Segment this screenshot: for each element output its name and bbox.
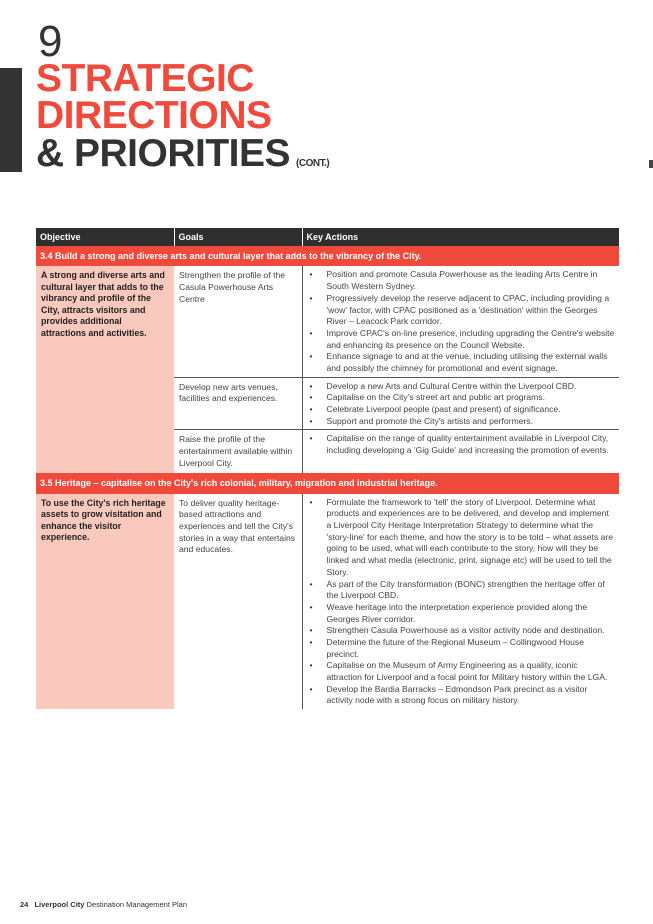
objective-cell: A strong and diverse arts and cultural layer that adds to the vibrancy and profile of the City, attracts visitors and provides additional attractions and activities. <box>36 266 174 473</box>
action-item: • Enhance signage to and at the venue, including utilising the external walls and possibly the chimney for promotional and event signage. <box>307 351 616 374</box>
action-item: • Weave heritage into the interpretation experience provided along the Georges River corridor. <box>307 602 616 625</box>
actions-cell <box>302 494 619 709</box>
action-item: • Develop a new Arts and Cultural Centre within the Liverpool CBD. <box>307 381 616 393</box>
side-tab-bar <box>0 68 22 172</box>
header-objective: Objective <box>36 228 174 246</box>
priorities-table <box>36 228 619 709</box>
action-item: • Position and promote Casula Powerhouse as the leading Arts Centre in South Western Sydney. <box>307 269 616 292</box>
header-key-actions: Key Actions <box>302 228 619 246</box>
title-cont-label: (CONT.) <box>296 157 330 169</box>
goal-cell: Develop new arts venues, facilities and experiences. <box>174 377 302 430</box>
action-item: • Celebrate Liverpool people (past and present) of significance. <box>307 404 616 416</box>
title-line-2: DIRECTIONS <box>36 94 272 138</box>
section-heading-row <box>36 246 619 266</box>
page-title <box>36 57 330 175</box>
action-item: • Strengthen Casula Powerhouse as a visitor activity node and destination. <box>307 625 616 637</box>
table-header-row <box>36 228 619 246</box>
header-goals: Goals <box>174 228 302 246</box>
action-item: • Progressively develop the reserve adjacent to CPAC, including providing a 'wow' factor, with CPAC positioned as a 'destination' within the Georges River – Leacock Park corridor. <box>307 293 616 328</box>
title-line-3: & PRIORITIES <box>36 131 291 175</box>
title-line-1: STRATEGIC <box>36 57 254 100</box>
action-item: • Support and promote the City's artists and performers. <box>307 416 616 428</box>
page-number: 24 <box>20 900 29 909</box>
page-footer <box>20 900 187 909</box>
action-item: • Develop the Bardia Barracks – Edmondson Park precinct as a visitor activity node with a strong focus on military history. <box>307 684 616 707</box>
goal-cell: Raise the profile of the entertainment available within Liverpool City. <box>174 430 302 474</box>
goal-cell: Strengthen the profile of the Casula Powerhouse Arts Centre <box>174 266 302 377</box>
actions-cell <box>302 266 619 377</box>
chapter-number: 9 <box>38 17 63 66</box>
action-item: • As part of the City transformation (BONC) strengthen the heritage offer of the Liverpool CBD. <box>307 579 616 602</box>
footer-brand: Liverpool City <box>34 900 85 909</box>
page-edge-mark <box>649 160 653 168</box>
table-row <box>36 266 619 377</box>
actions-cell <box>302 377 619 430</box>
section-heading: 3.5 Heritage – capitalise on the City's rich colonial, military, migration and industrial heritage. <box>36 473 619 493</box>
actions-cell <box>302 430 619 474</box>
table-row <box>36 494 619 709</box>
action-item: • Determine the future of the Regional Museum – Collingwood House precinct. <box>307 637 616 660</box>
action-item: • Capitalise on the Museum of Army Engineering as a quality, iconic attraction for Liverpool and a focal point for Military history within the LGA. <box>307 660 616 683</box>
objective-cell: To use the City's rich heritage assets to grow visitation and enhance the visitor experience. <box>36 494 174 709</box>
action-item: • Improve CPAC's on-line presence, including upgrading the Centre's website and enhancing its presence on the Council Website. <box>307 328 616 351</box>
action-item: • Formulate the framework to 'tell' the story of Liverpool. Determine what products and experiences are to be delivered, and develop and implement a Liverpool City Heritage Interpretation Strategy to determine what the 'story-line' for each theme, and how the story is to be told – what assets are going to be used, what will each contribute to the story, how will they be linked and what media (electronic, print, signage etc) will be used to tell the Story. <box>307 497 616 579</box>
footer-doc-title: Destination Management Plan <box>86 900 188 909</box>
section-heading: 3.4 Build a strong and diverse arts and cultural layer that adds to the vibrancy of the City. <box>36 246 619 266</box>
section-heading-row <box>36 473 619 493</box>
action-item: • Capitalise on the range of quality entertainment available in Liverpool City, including developing a 'Gig Guide' and increasing the promotion of events. <box>307 433 616 456</box>
goal-cell: To deliver quality heritage-based attractions and experiences and tell the City's stories in a way that entertains and educates. <box>174 494 302 709</box>
action-item: • Capitalise on the City's street art and public art programs. <box>307 392 616 404</box>
